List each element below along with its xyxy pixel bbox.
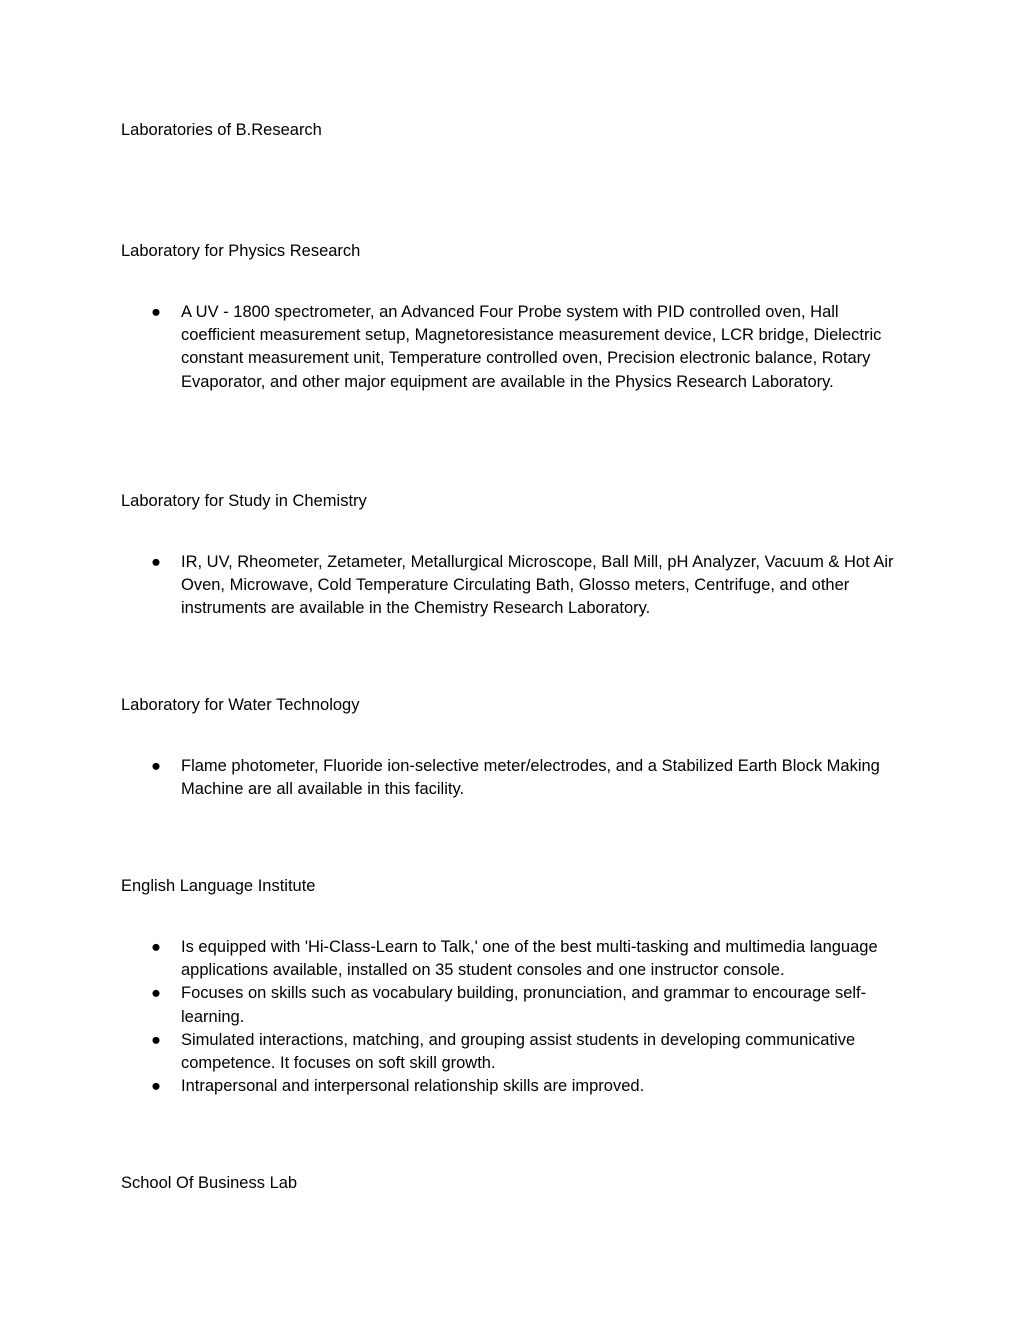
list-item <box>121 755 911 801</box>
list-item-text: IR, UV, Rheometer, Zetameter, Metallurgical Microscope, Ball Mill, pH Analyzer, Vacuum & Hot Air Oven, Microwave, Cold Temperature Circulating Bath, Glosso meters, Centrifuge, and other instruments are available in the Chemistry Research Laboratory. <box>181 553 894 618</box>
list-item <box>121 551 911 621</box>
section-heading-water: Laboratory for Water Technology <box>121 696 360 714</box>
list-item-text: Simulated interactions, matching, and grouping assist students in developing communicative competence. It focuses on soft skill growth. <box>181 1030 856 1073</box>
section-list-physics <box>121 301 911 394</box>
bullet-icon: ● <box>151 303 161 321</box>
bullet-icon: ● <box>151 984 161 1003</box>
list-item-text: Focuses on skills such as vocabulary building, pronunciation, and grammar to encourage self-learning. <box>181 984 867 1026</box>
section-heading-business: School Of Business Lab <box>121 1174 298 1192</box>
section-heading-english: English Language Institute <box>121 877 316 895</box>
list-item <box>121 936 911 982</box>
list-item-text: Flame photometer, Fluoride ion-selective meter/electrodes, and a Stabilized Earth Block Making Machine are all available in this facility. <box>181 757 880 799</box>
list-item-text: Is equipped with 'Hi-Class-Learn to Talk,' one of the best multi-tasking and multimedia language applications available, installed on 35 student consoles and one instructor console. <box>181 938 878 980</box>
bullet-icon: ● <box>151 1030 161 1049</box>
section-list-chemistry <box>121 551 911 621</box>
bullet-icon: ● <box>151 553 161 571</box>
bullet-icon: ● <box>151 1077 161 1096</box>
list-item <box>121 301 911 394</box>
section-heading-chemistry: Laboratory for Study in Chemistry <box>121 492 367 510</box>
section-list-water <box>121 755 911 801</box>
bullet-icon: ● <box>151 757 161 775</box>
document-title: Laboratories of B.Research <box>121 121 322 139</box>
list-item <box>121 1029 911 1075</box>
list-item <box>121 1075 911 1098</box>
list-item-text: Intrapersonal and interpersonal relationship skills are improved. <box>181 1077 645 1096</box>
list-item <box>121 982 911 1028</box>
section-list-english <box>121 936 911 1098</box>
section-heading-physics: Laboratory for Physics Research <box>121 242 361 260</box>
list-item-text: A UV - 1800 spectrometer, an Advanced Four Probe system with PID controlled oven, Hall coefficient measurement setup, Magnetoresistance measurement device, LCR bridge, Dielectric constant measurement unit, Temperature controlled oven, Precision electronic balance, Rotary Evaporator, and other major equipment are available in the Physics Research Laboratory. <box>181 303 882 391</box>
bullet-icon: ● <box>151 938 161 956</box>
